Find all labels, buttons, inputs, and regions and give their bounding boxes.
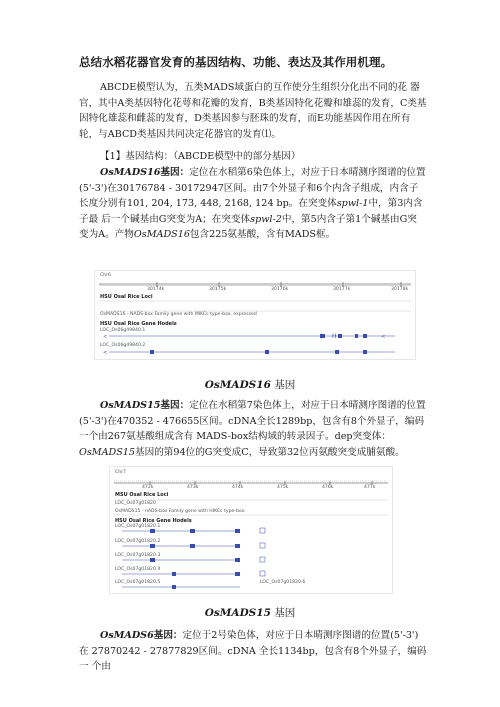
gene-name: OsMADS16 xyxy=(100,167,161,178)
caption-suffix: 基因 xyxy=(270,607,296,619)
track-label: HSU Osal Rice Gene Hodels xyxy=(100,321,177,327)
gene-name: OsMADS15 xyxy=(79,446,136,458)
mutant-name: spwl-2 xyxy=(250,213,282,225)
gene-description: OsMADS16 - NADS-box Family gene with MIKCc type-box, expressed xyxy=(100,312,257,317)
gene-structure-figure-mads15 xyxy=(109,466,393,594)
svg-text:<: < xyxy=(103,350,108,356)
tick-label: 476k xyxy=(322,485,334,490)
gene-model-label: LOC_Os07g01820.3 xyxy=(115,553,161,558)
gene-name: OsMADS15 xyxy=(100,400,161,411)
mads16-text-part: 中，第3内含子最 后一个碱基由G突变为A；在突变体 xyxy=(79,198,423,225)
mutant-name: spwl-1 xyxy=(336,198,369,209)
gene-model-label: LOC_Os07g01820.6 xyxy=(260,580,306,585)
tick-label: 477k xyxy=(364,485,376,490)
mads15-text xyxy=(79,398,429,460)
section-heading: 【1】基因结构：（ABCDE模型中的部分基因） xyxy=(100,151,301,162)
caption-gene: OsMADS15 xyxy=(204,607,271,619)
svg-text:<: < xyxy=(103,334,108,340)
figure-caption xyxy=(0,605,500,620)
mads16-text-part: 包含225氨基酸，含有MADS框。 xyxy=(189,229,336,240)
mads15-paragraph xyxy=(79,398,429,460)
mads6-paragraph xyxy=(79,628,429,675)
locus-label: LOC_Os07g01820 xyxy=(115,501,156,506)
gene-model-label: LOC_Os07g01820.1 xyxy=(115,524,161,529)
mads15-text-part: 定位在水稻第7染色体上，对应于日本晴测序图谱的位置(5'-3')在470352 - 476655区间。cDNA全长1289bp，包含有8个外显子，编码 一个由267氨基酸组成含有 MADS-box结构域的转录因子。dep突变体： xyxy=(79,400,426,442)
gene-model-label: LOC_Os07g01820.5 xyxy=(115,580,161,585)
tick-label: 475k xyxy=(277,485,289,490)
mads16-paragraph xyxy=(79,165,429,243)
mads6-text-part: 定位于2号染色体，对应于日本晴测序图谱的位置(5'-3') 在 27870242 - 27877829区间。cDNA 全长1134bp，包含有8个外显子，编码一 个由 xyxy=(79,630,427,672)
gene-model-label: LOC_Os06g49840.2 xyxy=(100,343,146,348)
tick-label: 472k xyxy=(142,485,154,490)
tick-label: 30176k xyxy=(271,287,289,292)
tick-label: 30177k xyxy=(333,287,351,292)
track-label: MSU Osal Rice Loci xyxy=(115,492,169,498)
gene-model-label: LOC_Os07g01820.4 xyxy=(115,567,161,572)
intro-paragraph xyxy=(79,80,429,142)
mads16-text-part: 定位在水稻第6染色体上，对应于日本晴测序图谱的位置(5'-3')在30176784 - 30172947区间。由7个外显子和6个内含子组成，内含子 长度分别有101, 204, 173, 448, 2168, 124 bp。在突变体 xyxy=(79,167,426,209)
tick-label: 30178k xyxy=(391,287,409,292)
mads16-text xyxy=(79,165,429,243)
svg-text:<: < xyxy=(381,334,386,340)
mads6-text xyxy=(79,628,429,675)
gene-structure-figure-mads16 xyxy=(94,270,416,360)
gene-name: OsMADS6 xyxy=(100,630,154,641)
svg-text:H: H xyxy=(332,333,337,340)
gene-label-suffix: 基因： xyxy=(160,400,190,411)
mads16-text-part: 中，第5内含子第1个碱基由G突 变为A。产物 xyxy=(79,213,417,240)
gene-label-suffix: 基因： xyxy=(153,630,183,641)
gene-model-label: LOC_Os06g49840.1 xyxy=(100,328,146,333)
gene-model-label: LOC_Os07g01820.2 xyxy=(115,539,161,544)
chromosome-label: Chr7 xyxy=(115,470,126,475)
intro-text: ABCDE模型认为，五类MADS域蛋白的互作使分生组织分化出不同的花 器官，其中A类基因特化花萼和花瓣的发育，B类基因特化花瓣和雄蕊的发育，C类基因特化雄蕊和雌蕊的发育，D类基因参与胚珠的发育，而E功能基因作用在所有轮，与ABCD类基因共同决定花器官的发育⑴。 xyxy=(79,82,427,140)
page-title: 总结水稻花器官发育的基因结构、功能、表达及其作用机理。 xyxy=(79,55,393,69)
chromosome-label: Chr6 xyxy=(100,273,111,278)
caption-suffix: 基因 xyxy=(270,379,296,391)
mads15-text-part: 基因的第94位的G突变成C，导致第32位丙氨酸突变成脯氨酸。 xyxy=(135,446,405,458)
track-label: HSU Osal Rice Gene Hodels xyxy=(115,518,192,524)
gene-label-suffix: 基因： xyxy=(160,167,190,178)
section-heading-block xyxy=(79,149,429,165)
track-label: HSU Osal Rice Loci xyxy=(100,294,153,300)
gene-description: OsMADS15 - nADS-box Family gene with HIKCc type-box. xyxy=(115,509,246,514)
gene-name: OsMADS16 xyxy=(133,229,190,240)
tick-label: 473k xyxy=(187,485,199,490)
tick-label: 30175k xyxy=(209,287,227,292)
figure-caption xyxy=(0,377,500,392)
tick-label: 474k xyxy=(232,485,244,490)
tick-label: 30174k xyxy=(147,287,165,292)
caption-gene: OsMADS16 xyxy=(204,379,271,391)
